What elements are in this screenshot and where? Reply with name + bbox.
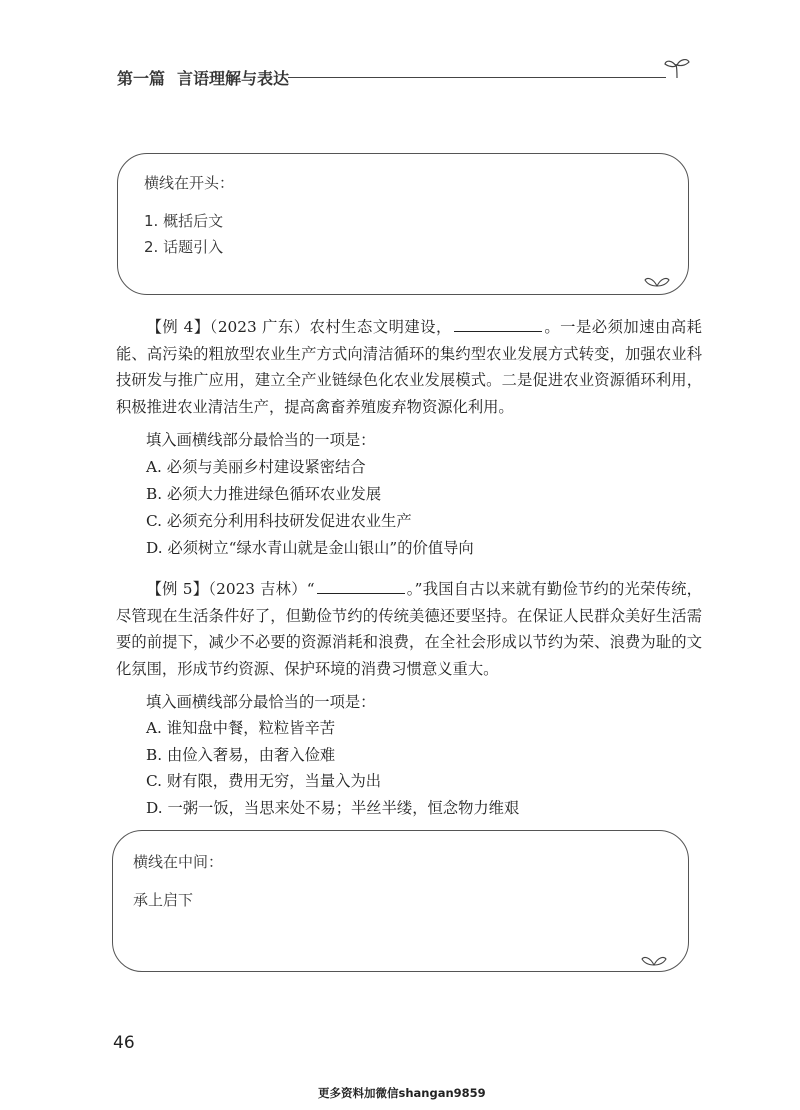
- example-5-stem: [116, 576, 702, 682]
- example-tag: 【例 5】: [146, 580, 209, 598]
- tip-box-title: 横线在中间：: [133, 853, 224, 871]
- example-source: （2023 吉林）: [208, 580, 307, 598]
- question-prompt: 填入画横线部分最恰当的一项是：: [146, 431, 376, 449]
- leaf-icon: [641, 953, 667, 967]
- stem-text: 。”我国自古以来就有勤俭节约的光荣传统，尽管现在生活条件好了，但勤俭节约的传统美德还要坚持。在保证人民群众美好生活需要的前提下，减少不必要的资源消耗和浪费，在全社会形成以节约为荣、浪费为耻的文化氛围，形成节约资源、保护环境的消费习惯意义重大。: [116, 580, 702, 678]
- question-prompt: 填入画横线部分最恰当的一项是：: [146, 693, 376, 711]
- stem-text: “: [306, 580, 315, 598]
- answer-blank: [454, 316, 542, 332]
- option-c: C. 财有限，费用无穷，当量入为出: [146, 772, 382, 790]
- option-b: B. 必须大力推进绿色循环农业发展: [146, 485, 382, 503]
- tip-box-item: 2. 话题引入: [144, 238, 224, 256]
- header-rule: [288, 77, 666, 78]
- tip-box-middle: [112, 830, 689, 972]
- running-header: [117, 66, 289, 89]
- option-b: B. 由俭入奢易，由奢入俭难: [146, 746, 336, 764]
- option-a: A. 必须与美丽乡村建设紧密结合: [146, 458, 366, 476]
- example-tag: 【例 4】: [146, 318, 210, 336]
- stem-text: 农村生态文明建设，: [309, 318, 452, 336]
- header-title: 言语理解与表达: [177, 69, 290, 88]
- tip-box-item: 承上启下: [133, 891, 194, 909]
- option-d: D. 一粥一饭，当思来处不易；半丝半缕，恒念物力维艰: [146, 799, 520, 817]
- option-d: D. 必须树立“绿水青山就是金山银山”的价值导向: [146, 539, 474, 557]
- footer-note: 更多资料加微信shangan9859: [318, 1086, 486, 1100]
- tip-box-item: 1. 概括后文: [144, 212, 224, 230]
- example-4-stem: [116, 314, 702, 420]
- sprout-icon: [664, 56, 690, 80]
- option-c: C. 必须充分利用科技研发促进农业生产: [146, 512, 412, 530]
- tip-box-opening: [117, 153, 689, 295]
- example-source: （2023 广东）: [209, 318, 310, 336]
- header-part: 第一篇: [117, 69, 166, 88]
- tip-box-title: 横线在开头：: [144, 174, 235, 192]
- page-number: 46: [113, 1033, 135, 1053]
- option-a: A. 谁知盘中餐，粒粒皆辛苦: [146, 719, 336, 737]
- leaf-icon: [644, 274, 670, 288]
- answer-blank: [317, 578, 405, 594]
- stem-text: 。一是必须加速由高耗能、高污染的粗放型农业生产方式向清洁循环的集约型农业发展方式转变，加强农业科技研发与推广应用，建立全产业链绿色化农业发展模式。二是促进农业资源循环利用，积极推进农业清洁生产，提高禽畜养殖废弃物资源化利用。: [116, 318, 702, 416]
